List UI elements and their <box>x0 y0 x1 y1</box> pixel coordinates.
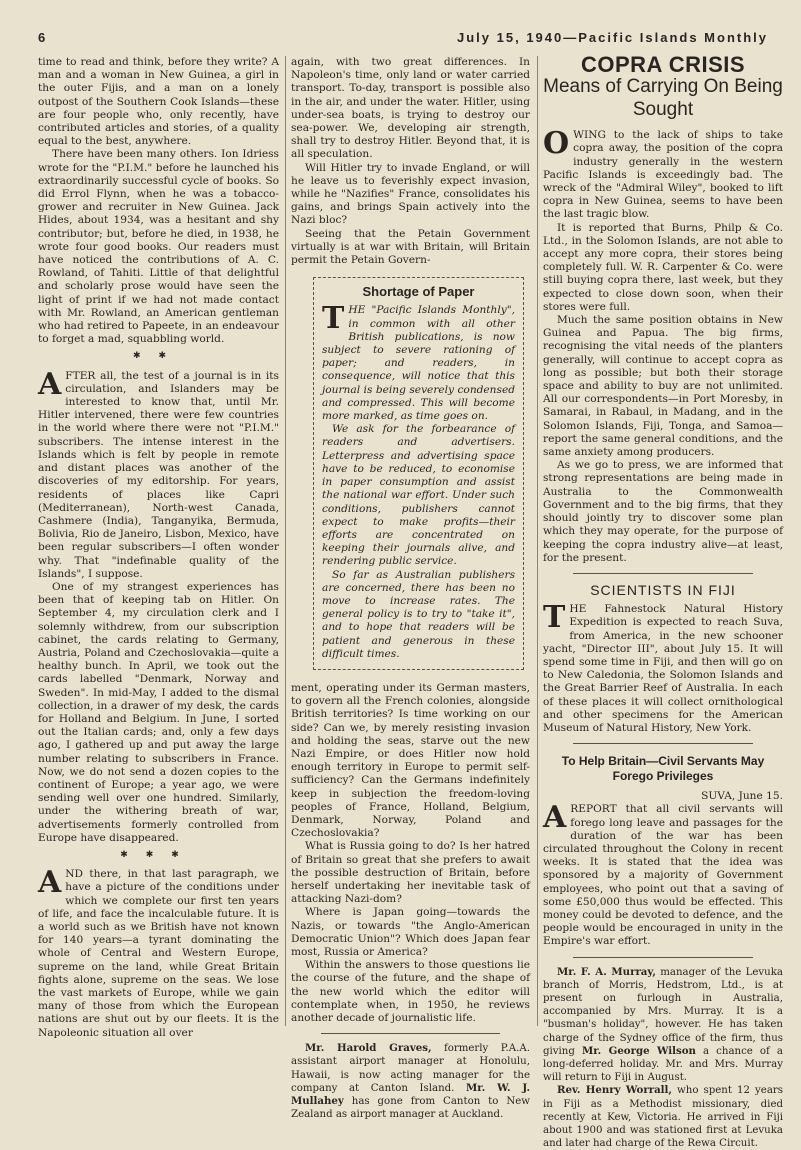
person-name: Rev. Henry Worrall, <box>557 1084 672 1097</box>
paragraph-text: HE Fahnestock Natural History Expedition is expected to reach Suva, from America, in the new schooner yacht, "Director III", about July 15. It will spend some time in Fiji, and then will go on to New Caledonia, the Solomon Islands and the Great Barrier Reef of Australia. In each of these places it will collect ornithological and other specimens for the American Museum of Natural History, New York. <box>543 603 783 734</box>
section-break: ✱✱✱ <box>120 849 197 860</box>
dateline: SUVA, June 15. <box>701 790 783 803</box>
paragraph-text: REPORT that all civil servants will forego long leave and passages for the duration of the war has been circulated throughout the Colony in recent weeks. It is stated that the idea was sponsored by a majority of Government employees, who point out that a saving of some £50,000 thus would be effected. This money could be devoted to defence, and the people would be encouraged in unity in the Empire's war effort. <box>543 803 783 948</box>
divider <box>573 573 753 574</box>
paragraph-text: WING to the lack of ships to take copra away, the position of the copra industry generally in the western Pacific Islands is exceedingly bad. The wreck of the "Admiral Wiley", booked to lift copra in New Guinea, seems to have been the last tragic blow. <box>543 129 783 221</box>
paragraph <box>543 800 783 948</box>
paragraph: So far as Australian publishers are concerned, there has been no move to increase rates. The general policy is to try to "take it", and to hope that readers will be patient and generous in these difficult times. <box>322 568 515 660</box>
note-text: manager of the Levuka branch of Morris, Hedstrom, Ltd., is at present on furlough in Australia, accompanied by Mrs. Murray. It is a "busman's holiday", however. He has taken charge of the Sydney office of the firm, thus giving <box>543 966 783 1057</box>
personal-note <box>543 966 783 1085</box>
column-rule <box>285 56 286 1026</box>
paragraph: One of my strangest experiences has been that of keeping tab on Hitler. On September 4, my circulation clerk and I solemnly withdrew, from our subscription cabinet, the cards relating to Germany, Austria, Poland and Czechoslovakia—quite a healthy bunch. In April, we took out the cards labelled "Denmark, Norway and Sweden". In mid-May, I added to the dismal collection, in a drawer of my desk, the cards for Holland and Belgium. In June, I sorted out the Italian cards; and, only a few days ago, I gathered up and put away the large number relating to subscribers in France. Now, we do not send a dozen copies to the continent of Europe; a year ago, we were sending well over one hundred. Similarly, under the withering breath of war, advertisements formerly controlled from Europe have disappeared. <box>38 580 279 844</box>
paragraph <box>38 865 279 1040</box>
person-name: Mr. Harold Graves, <box>305 1042 432 1055</box>
drop-cap: A <box>38 366 62 402</box>
divider <box>573 957 753 958</box>
drop-cap: A <box>38 865 62 901</box>
personal-note <box>543 1084 783 1150</box>
paragraph <box>38 366 279 581</box>
paragraph: Will Hitler try to invade England, or will he leave us to feverishly expect invasion, while he "Nazifies" France, consolidates his gains, and brings Spain actively into the Nazi bloc? <box>291 161 530 227</box>
paragraph: What is Russia going to do? Is her hatred of Britain so great that she prefers to await the possible destruction of Britain, before herself undertaking her inevitable task of attacking Nazi-dom? <box>291 840 530 906</box>
column-3 <box>543 52 783 1150</box>
column-2 <box>291 56 530 1121</box>
paragraph-text: ND there, in that last paragraph, we have a picture of the conditions under which we complete our first ten years of life, and face the incalculable future. It is a world such as we British have not known for 140 years—a tyrant dominating the whole of Central and Western Europe, supreme on the land, while Great Britain fights alone, supreme on the seas. We lose the vast markets of Europe, while we gain many of those from which the European nations are shut out by our fleets. It is the Napoleonic situation all over <box>38 868 279 1039</box>
note-text: who spent 12 years in Fiji as a Methodist missionary, died recently at Kew, Victoria. He arrived in Fiji about 1900 and was stationed first at Levuka and later had charge of the Rewa Circuit. <box>543 1085 783 1150</box>
paragraph: It is reported that Burns, Philp & Co. Ltd., in the Solomon Islands, are not able to accept any more copra, their stores being completely full. W. R. Carpenter & Co. were still buying copra there, last week, but they expected to close down soon, when their stores were full. <box>543 221 783 313</box>
divider <box>573 743 753 744</box>
person-name: Mr. George Wilson <box>581 1044 696 1057</box>
paragraph: Where is Japan going—towards the Nazis, or towards "the Anglo-American Democratic Union"? Which does Japan fear most, Russia or America? <box>291 906 530 958</box>
column-1 <box>38 56 279 1040</box>
paragraph: As we go to press, we are informed that strong representations are being made in Australia to the Commonwealth Government and to the big firms, that they should jointly try to discover some plan which they may operate, for the purpose of keeping the copra industry alive—at least, for the present. <box>543 459 783 564</box>
page-number: 6 <box>38 30 46 45</box>
running-head: July 15, 1940—Pacific Islands Monthly <box>457 30 768 45</box>
paragraph: There have been many others. Ion Idriess wrote for the "P.I.M." before he launched his extraordinarily successful cycle of books. So did Errol Flynn, when he was a tobacco-grower and recruiter in New Guinea. Jack Hides, about 1934, was a hesitant and shy contributor; but, before he died, in 1938, he wrote four good books. Our readers must have noticed the contributions of A. C. Rowland, of Tahiti. Little of that delightful and scholarly prose would have seen the light of print if we had not made contact with Mr. Rowland, an American gentleman who had retired to Papeete, in an endeavour to forget a mad, squabbling world. <box>38 148 279 346</box>
note-text: a chance of a long-deferred holiday. Mr. and Mrs. Murray will return to Fiji in August. <box>543 1045 783 1084</box>
section-heading: To Help Britain—Civil Servants May Forego Privileges <box>561 754 765 784</box>
note-text: formerly P.A.A. assistant airport manager at Honolulu, Hawaii, is now acting manager for the company at Canton Island. <box>291 1043 530 1094</box>
paragraph: Within the answers to those questions lie the course of the future, and the shape of the new world which the editor will contemplate when, in 1950, he reviews another decade of journalistic life. <box>291 959 530 1025</box>
person-name: Mr. F. A. Murray, <box>557 965 656 978</box>
paragraph-text: FTER all, the test of a journal is in its circulation, and Islanders may be interested to know that, until Mr. Hitler intervened, there were few countries in the world where there were not "P.I.M." subscribers. The intense interest in the Islands which is felt by people in remote and distant places was another of the discoveries of my editorship. For years, residents of places like Capri (Mediterranean), North-west Canada, Cashmere (India), Tanganyika, Bermuda, Bolivia, Rio de Janeiro, Lisbon, Mexico, have been regular subscribers—I often wonder why. That "indefinable quality of the Islands", I suppose. <box>38 369 279 580</box>
section-break: ✱✱ <box>132 351 185 362</box>
page-header <box>38 26 768 48</box>
paragraph: ment, operating under its German masters, to govern all the French colonies, alongside British territories? Is time working on our side? Can we, by merely resisting invasion and holding the seas, starve out the new Nazi Empire, or does Hitler now hold enough territory in Europe to permit self-sufficiency? Can the Germans indefinitely keep in subjection the freedom-loving peoples of France, Holland, Belgium, Denmark, Norway, Poland and Czechoslovakia? <box>291 681 530 840</box>
divider <box>321 1033 500 1034</box>
drop-cap: O <box>543 126 570 162</box>
person-name: Mr. W. J. Mullahey <box>291 1081 530 1108</box>
article-subtitle: Means of Carrying On Being Sought <box>543 76 783 121</box>
drop-cap: T <box>322 301 345 337</box>
drop-cap: A <box>543 800 567 836</box>
drop-cap: T <box>543 600 566 636</box>
personal-note <box>291 1042 530 1121</box>
section-heading: SCIENTISTS IN FIJI <box>590 581 736 598</box>
paragraph: We ask for the forbearance of readers and advertisers. Letterpress and advertising space have to be reduced, to economise in paper consumption and assist the national war effort. Under such conditions, publishers cannot expect to make profits—their efforts are concentrated on keeping their journals alive, and rendering public service. <box>322 423 515 568</box>
paragraph <box>543 600 783 735</box>
paragraph: again, with two great differences. In Napoleon's time, only land or water carried transport. To-day, transport is possible also in the air, and under the water. Hitler, using under-sea boats, is trying to destroy our sea-power. We, developing air strength, shall try to destroy Hitler. Beyond that, it is all speculation. <box>291 56 530 161</box>
paragraph <box>322 301 515 423</box>
column-rule <box>537 56 538 1026</box>
paragraph: time to read and think, before they write? A man and a woman in New Guinea, a girl in the outer Fijis, and a man on a lonely outpost of the Southern Cook Islands—these are four people who, only recently, have contributed articles and stories, of a quality equal to the best, anywhere. <box>38 56 279 148</box>
paper-shortage-box <box>313 277 524 670</box>
note-text: has gone from Canton to New Zealand as airport manager at Auckland. <box>291 1096 530 1121</box>
article-title: COPRA CRISIS <box>580 52 746 77</box>
paragraph: Much the same position obtains in New Guinea and Papua. The big firms, recognising the vital needs of the planters generally, will continue to accept copra as long as possible; but both their storage space and ability to buy are not unlimited. All our correspondents—in Port Moresby, in Samarai, in Rabaul, in Madang, and in the Solomon Islands, Fiji, Tonga, and Samoa—report the same general conditions, and the same anxiety among producers. <box>543 314 783 459</box>
box-title: Shortage of Paper <box>362 284 475 300</box>
paragraph <box>543 126 783 221</box>
paragraph: Seeing that the Petain Government virtually is at war with Britain, will Britain permit the Petain Govern- <box>291 227 530 267</box>
paragraph-text: HE "Pacific Islands Monthly", in common with all other British publications, is now subject to severe rationing of paper; and readers, in consequence, will notice that this journal is being severely condensed and compressed. This will become more marked, as time goes on. <box>322 304 515 423</box>
